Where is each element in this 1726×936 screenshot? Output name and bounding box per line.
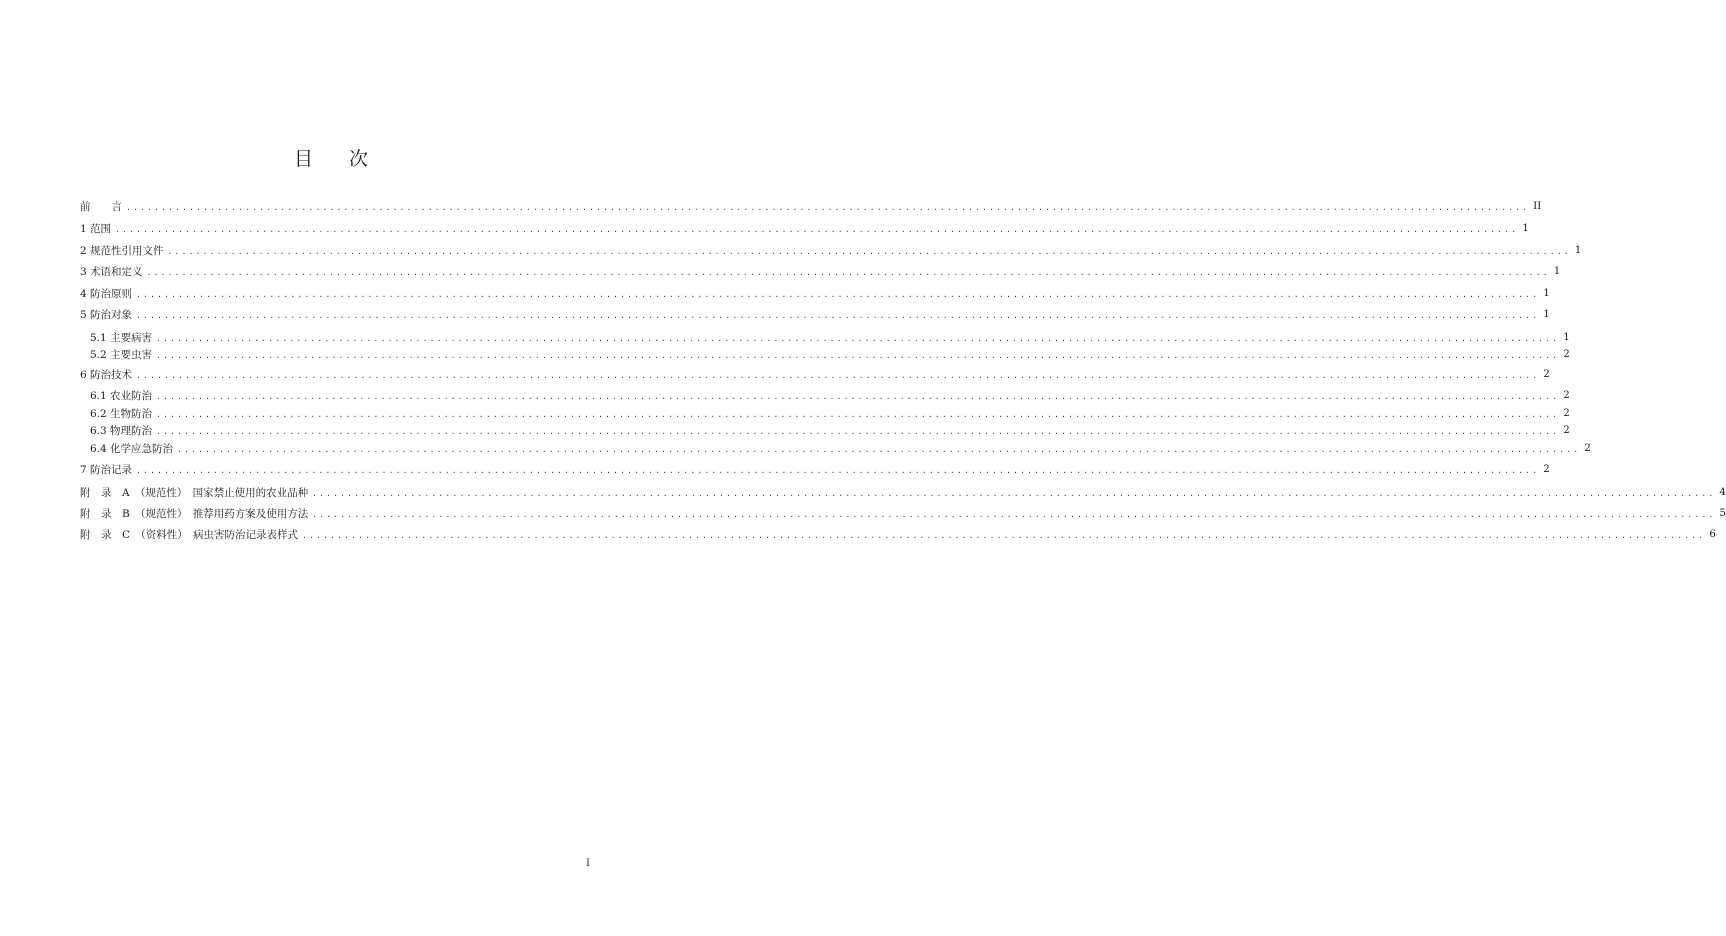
toc-entry-label: 6 防治技术 [80,369,133,381]
toc-dot-leader: ........................................................................................................................................................................................................ [156,427,1560,436]
toc-entry-page: 2 [1563,390,1570,401]
toc-entry-label: 4 防治原则 [80,288,133,300]
toc-subsection-entry[interactable] [80,422,1570,438]
toc-section-entry[interactable] [80,242,1582,258]
toc-entry-page: 1 [1543,288,1550,299]
toc-dot-leader: ........................................................................................................................................................................................................ [156,334,1560,343]
toc-entry-label: 附 录 C （资料性） 病虫害防治记录表样式 [80,529,299,541]
toc-entry-label: 7 防治记录 [80,464,133,476]
toc-section-entry[interactable] [80,198,1542,214]
toc-entry-label: 6.3 物理防治 [90,425,153,437]
toc-section-entry[interactable] [80,366,1550,382]
page-title-part1: 目 [293,148,313,170]
toc-dot-leader: ........................................................................................................................................................................................................ [312,489,1716,498]
toc-entry-label: 附 录 A （规范性） 国家禁止使用的农业品种 [80,487,309,499]
toc-subsection-entry[interactable] [80,346,1570,362]
toc-section-entry[interactable] [80,263,1561,279]
toc-entry-label: 6.1 农业防治 [90,390,153,402]
toc-entry-label: 6.4 化学应急防治 [90,443,174,455]
toc-dot-leader: ........................................................................................................................................................................................................ [156,392,1560,401]
page-title-part2: 次 [349,148,369,170]
toc-entry-page: 2 [1563,425,1570,436]
toc-dot-leader: ........................................................................................................................................................................................................ [146,268,1550,277]
toc-entry-page: 2 [1543,464,1550,475]
toc-section-entry[interactable] [80,526,1716,542]
toc-section-entry[interactable] [80,220,1529,236]
toc-entry-page: 1 [1522,223,1529,234]
toc-entry-label: 5 防治对象 [80,309,133,321]
toc-subsection-entry[interactable] [80,387,1570,403]
toc-subsection-entry[interactable] [80,440,1591,456]
toc-dot-leader: ........................................................................................................................................................................................................ [136,311,1540,320]
toc-dot-leader: ........................................................................................................................................................................................................ [302,531,1706,540]
toc-entry-label: 2 规范性引用文件 [80,245,164,257]
toc-dot-leader: ........................................................................................................................................................................................................ [115,225,1519,234]
footer-page-number: I [586,858,590,869]
toc-dot-leader: ........................................................................................................................................................................................................ [312,510,1716,519]
toc-dot-leader: ........................................................................................................................................................................................................ [136,290,1540,299]
toc-entry-label: 5.1 主要病害 [90,332,153,344]
toc-entry-page: II [1533,201,1542,212]
toc-dot-leader: ........................................................................................................................................................................................................ [177,445,1581,454]
toc-section-entry[interactable] [80,461,1550,477]
toc-entry-page: 6 [1709,529,1716,540]
toc-dot-leader: ........................................................................................................................................................................................................ [167,247,1571,256]
toc-entry-label: 附 录 B （规范性） 推荐用药方案及使用方法 [80,508,309,520]
toc-entry-page: 2 [1563,349,1570,360]
toc-entry-label: 3 术语和定义 [80,266,143,278]
page-title [0,144,662,171]
toc-section-entry[interactable] [80,285,1550,301]
toc-entry-page: 4 [1719,487,1726,498]
toc-dot-leader: ........................................................................................................................................................................................................ [126,203,1530,212]
toc-entry-page: 2 [1543,369,1550,380]
toc-entry-page: 1 [1574,245,1582,256]
toc-entry-page: 2 [1563,408,1570,419]
toc-dot-leader: ........................................................................................................................................................................................................ [136,371,1540,380]
toc-section-entry[interactable] [80,505,1726,521]
toc-entry-page: 5 [1719,508,1726,519]
toc-entry-page: 1 [1553,266,1561,277]
toc-entry-label: 1 范围 [80,223,112,235]
toc-entry-page: 2 [1584,443,1591,454]
toc-dot-leader: ........................................................................................................................................................................................................ [136,466,1540,475]
toc-section-entry[interactable] [80,484,1726,500]
toc-entry-page: 1 [1543,309,1550,320]
toc-section-entry[interactable] [80,306,1550,322]
toc-dot-leader: ........................................................................................................................................................................................................ [156,351,1560,360]
toc-entry-label: 6.2 生物防治 [90,408,153,420]
toc-entry-page: 1 [1563,332,1570,343]
toc-subsection-entry[interactable] [80,329,1570,345]
toc-subsection-entry[interactable] [80,405,1570,421]
toc-dot-leader: ........................................................................................................................................................................................................ [156,410,1560,419]
toc-entry-label: 5.2 主要虫害 [90,349,153,361]
toc-entry-label: 前 言 [80,201,122,213]
